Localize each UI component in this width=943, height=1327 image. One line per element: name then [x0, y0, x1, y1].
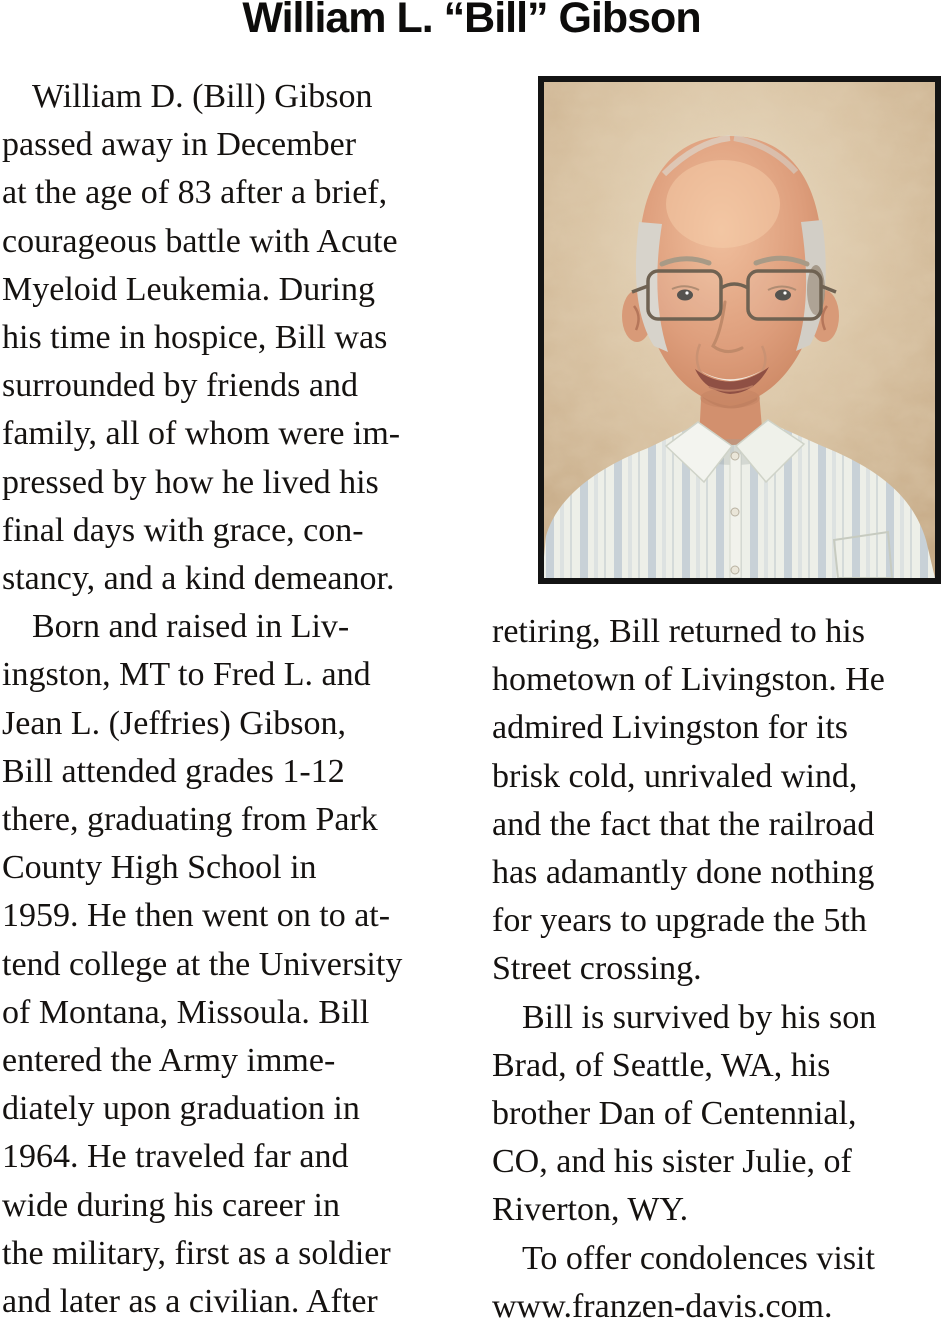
text-column-right — [492, 608, 942, 1327]
text-line: of Montana, Missoula. Bill — [2, 993, 370, 1031]
portrait-illustration — [544, 82, 935, 578]
text-column-left — [2, 73, 464, 1326]
text-line: final days with grace, con- — [2, 511, 364, 549]
text-line: has adamantly done nothing — [492, 854, 875, 892]
text-line: and later as a civilian. After — [2, 1283, 378, 1321]
text-line: passed away in December — [2, 126, 357, 164]
text-line: Brad, of Seattle, WA, his — [492, 1046, 831, 1084]
text-line: hometown of Livingston. He — [492, 661, 885, 699]
text-line: Riverton, WY. — [492, 1191, 689, 1229]
paragraph — [2, 603, 464, 1326]
paragraph — [2, 73, 464, 603]
text-line: and the fact that the railroad — [492, 805, 875, 843]
text-line: pressed by how he lived his — [2, 463, 379, 501]
text-line: brother Dan of Centennial, — [492, 1095, 857, 1133]
text-line: William D. (Bill) Gibson — [32, 78, 373, 115]
text-line: County High School in — [2, 849, 317, 887]
text-line: retiring, Bill returned to his — [492, 613, 865, 650]
page-title: William L. “Bill” Gibson — [242, 0, 701, 42]
paragraph — [492, 608, 942, 994]
text-line: CO, and his sister Julie, of — [492, 1143, 852, 1181]
text-line: courageous battle with Acute — [2, 222, 398, 260]
paragraph — [492, 994, 942, 1235]
text-line: entered the Army imme- — [2, 1042, 336, 1080]
portrait-photo — [538, 76, 941, 584]
text-line: To offer condolences visit — [522, 1239, 875, 1277]
text-line: ingston, MT to Fred L. and — [2, 656, 371, 694]
text-line: Street crossing. — [492, 950, 702, 988]
text-line: 1959. He then went on to at- — [2, 897, 391, 935]
text-line: family, all of whom were im- — [2, 415, 401, 453]
text-line: admired Livingston for its — [492, 709, 849, 747]
text-line: tend college at the University — [2, 945, 403, 983]
text-line: www.franzen-davis.com. — [492, 1287, 833, 1325]
text-line: for years to upgrade the 5th — [492, 902, 867, 940]
paragraph — [492, 1235, 942, 1327]
text-line: at the age of 83 after a brief, — [2, 174, 388, 212]
text-line: Bill attended grades 1-12 — [2, 752, 345, 790]
text-line: Bill is survived by his son — [522, 998, 877, 1036]
text-line: Born and raised in Liv- — [32, 608, 350, 646]
text-line: 1964. He traveled far and — [2, 1138, 349, 1176]
text-line: there, graduating from Park — [2, 801, 378, 839]
text-line: stancy, and a kind demeanor. — [2, 560, 395, 598]
text-line: diately upon graduation in — [2, 1090, 360, 1128]
text-line: Myeloid Leukemia. During — [2, 270, 375, 308]
text-line: brisk cold, unrivaled wind, — [492, 757, 858, 795]
text-line: his time in hospice, Bill was — [2, 319, 388, 357]
text-line: wide during his career in — [2, 1186, 340, 1224]
text-line: surrounded by friends and — [2, 367, 358, 405]
text-line: Jean L. (Jeffries) Gibson, — [2, 704, 347, 742]
text-line: the military, first as a soldier — [2, 1234, 391, 1272]
